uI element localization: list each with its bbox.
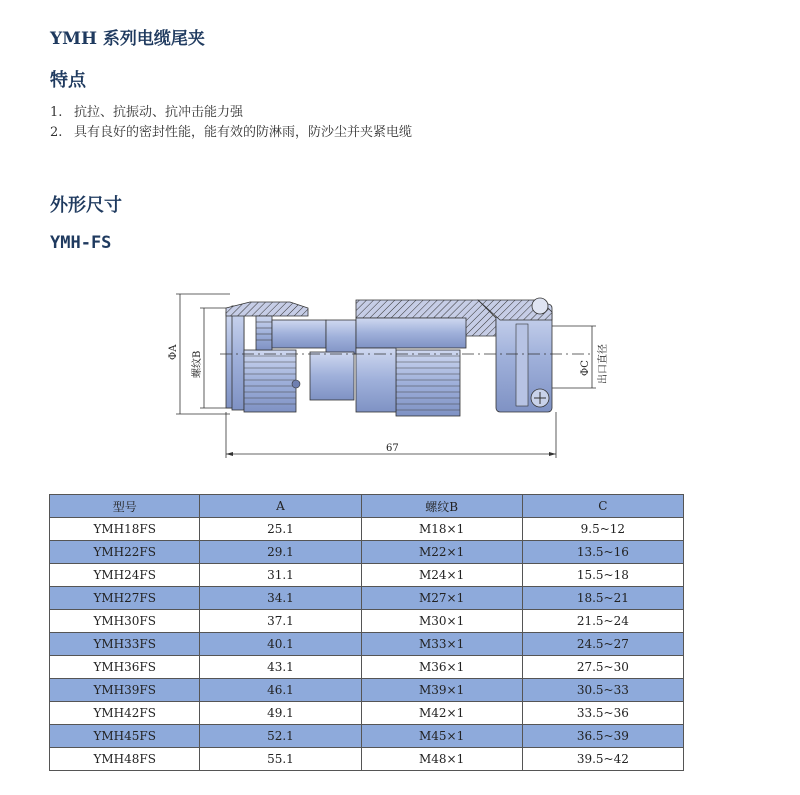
feature-text: 抗拉、抗振动、抗冲击能力强 [74, 105, 244, 120]
table-row [50, 679, 684, 702]
feature-text: 具有良好的密封性能，能有效的防淋雨，防沙尘并夹紧电缆 [74, 125, 413, 140]
dimensions-heading: 外形尺寸 [50, 195, 122, 216]
cell-thread-b: M27×1 [361, 587, 522, 610]
table-row [50, 541, 684, 564]
cell-a: 55.1 [200, 748, 361, 771]
cell-c: 15.5~18 [522, 564, 683, 587]
cell-a: 46.1 [200, 679, 361, 702]
label-outlet-diameter: 出口直径 [598, 344, 609, 384]
cell-thread-b: M36×1 [361, 656, 522, 679]
label-phi-c: ΦC [580, 360, 591, 376]
page-title: YMH 系列电缆尾夹 [50, 29, 205, 49]
cell-c: 33.5~36 [522, 702, 683, 725]
cell-model: YMH33FS [50, 633, 200, 656]
cell-a: 34.1 [200, 587, 361, 610]
spec-table [49, 494, 684, 771]
cell-model: YMH48FS [50, 748, 200, 771]
table-row [50, 518, 684, 541]
cell-c: 13.5~16 [522, 541, 683, 564]
cell-a: 52.1 [200, 725, 361, 748]
feature-number: 2. [50, 125, 63, 140]
table-header-row [50, 495, 684, 518]
cell-model: YMH24FS [50, 564, 200, 587]
cell-c: 39.5~42 [522, 748, 683, 771]
cell-thread-b: M48×1 [361, 748, 522, 771]
cell-model: YMH36FS [50, 656, 200, 679]
label-length: 67 [386, 443, 399, 454]
cell-c: 18.5~21 [522, 587, 683, 610]
cell-a: 49.1 [200, 702, 361, 725]
header-a: A [200, 495, 361, 518]
features-heading: 特点 [50, 70, 86, 91]
cell-thread-b: M45×1 [361, 725, 522, 748]
cell-model: YMH22FS [50, 541, 200, 564]
model-heading: YMH-FS [50, 233, 112, 253]
table-row [50, 610, 684, 633]
cell-c: 36.5~39 [522, 725, 683, 748]
table-row [50, 748, 684, 771]
table-row [50, 633, 684, 656]
cell-c: 9.5~12 [522, 518, 683, 541]
cell-model: YMH42FS [50, 702, 200, 725]
header-model: 型号 [50, 495, 200, 518]
cell-a: 25.1 [200, 518, 361, 541]
cell-a: 40.1 [200, 633, 361, 656]
connector-drawing [160, 280, 620, 460]
cell-thread-b: M30×1 [361, 610, 522, 633]
cell-c: 27.5~30 [522, 656, 683, 679]
label-phi-a: ΦA [168, 344, 179, 360]
cell-model: YMH45FS [50, 725, 200, 748]
cell-model: YMH30FS [50, 610, 200, 633]
table-row [50, 587, 684, 610]
middle-shaft [272, 320, 326, 348]
knurled-ring [244, 350, 296, 412]
feature-item [50, 121, 412, 140]
cell-a: 43.1 [200, 656, 361, 679]
header-c: C [522, 495, 683, 518]
cell-thread-b: M22×1 [361, 541, 522, 564]
table-row [50, 702, 684, 725]
table-row [50, 725, 684, 748]
table-row [50, 564, 684, 587]
cell-model: YMH18FS [50, 518, 200, 541]
feature-number: 1. [50, 105, 63, 120]
cell-c: 30.5~33 [522, 679, 683, 702]
cell-model: YMH27FS [50, 587, 200, 610]
cell-thread-b: M42×1 [361, 702, 522, 725]
cell-thread-b: M18×1 [361, 518, 522, 541]
table-row [50, 656, 684, 679]
cell-a: 31.1 [200, 564, 361, 587]
cell-c: 24.5~27 [522, 633, 683, 656]
cell-a: 37.1 [200, 610, 361, 633]
feature-item [50, 101, 243, 120]
cell-thread-b: M33×1 [361, 633, 522, 656]
rear-knurl [396, 350, 460, 416]
cell-a: 29.1 [200, 541, 361, 564]
header-thread-b: 螺纹B [361, 495, 522, 518]
cell-c: 21.5~24 [522, 610, 683, 633]
label-thread-b: 螺纹B [192, 350, 203, 378]
cell-thread-b: M24×1 [361, 564, 522, 587]
cell-model: YMH39FS [50, 679, 200, 702]
cell-thread-b: M39×1 [361, 679, 522, 702]
